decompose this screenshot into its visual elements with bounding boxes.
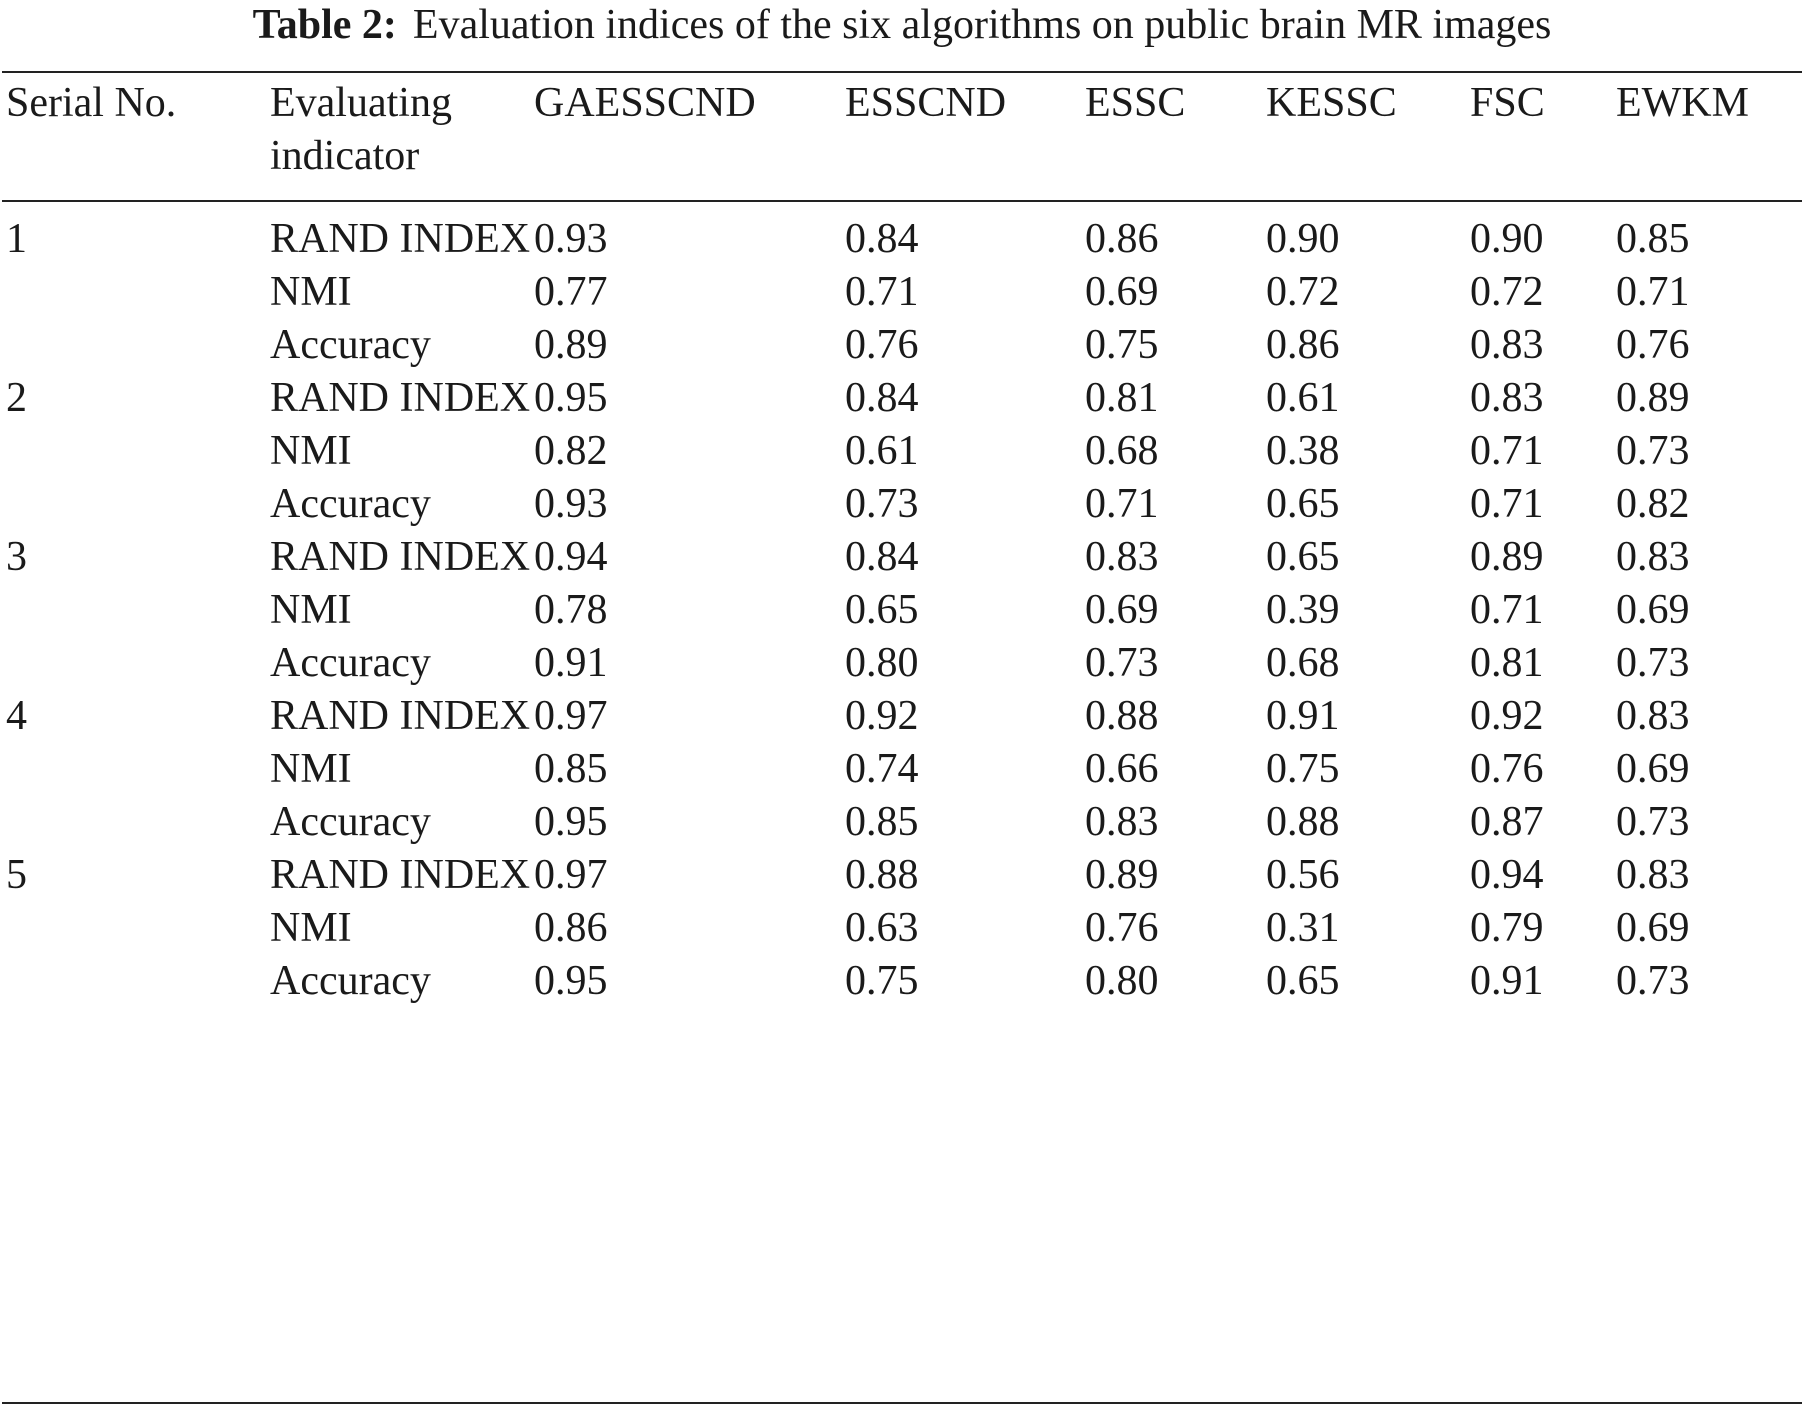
table-caption-label: Table 2: [252, 2, 397, 48]
header-spacer-row [6, 201, 1796, 213]
value-cell-ewkm: 0.73 [1616, 640, 1690, 686]
serial-no-cell [6, 266, 270, 319]
table-row [6, 955, 1796, 1008]
indicator-cell: NMI [270, 428, 352, 474]
value-cell-kessc: 0.91 [1266, 693, 1340, 739]
value-cell-kessc: 0.68 [1266, 640, 1340, 686]
value-cell-gaesscnd: 0.93 [534, 481, 608, 527]
value-cell-gaesscnd: 0.93 [534, 216, 608, 262]
value-cell-gaesscnd: 0.94 [534, 534, 608, 580]
header-algorithm-kessc: KESSC [1266, 80, 1397, 126]
value-cell-essc: 0.81 [1085, 375, 1159, 421]
value-cell-fsc: 0.91 [1470, 958, 1544, 1004]
header-algorithm-gaesscnd: GAESSCND [534, 80, 756, 126]
value-cell-fsc: 0.79 [1470, 905, 1544, 951]
table-row [6, 266, 1796, 319]
indicator-cell: NMI [270, 746, 352, 792]
value-cell-gaesscnd: 0.78 [534, 587, 608, 633]
value-cell-fsc: 0.71 [1470, 481, 1544, 527]
serial-no-cell [6, 955, 270, 1008]
value-cell-ewkm: 0.83 [1616, 693, 1690, 739]
value-cell-kessc: 0.56 [1266, 852, 1340, 898]
value-cell-essc: 0.69 [1085, 587, 1159, 633]
value-cell-kessc: 0.65 [1266, 534, 1340, 580]
table-row [6, 849, 1796, 902]
serial-no-cell [6, 902, 270, 955]
indicator-cell: Accuracy [270, 322, 431, 368]
value-cell-kessc: 0.88 [1266, 799, 1340, 845]
value-cell-fsc: 0.71 [1470, 587, 1544, 633]
serial-no-cell [6, 319, 270, 372]
value-cell-esscnd: 0.74 [845, 746, 919, 792]
value-cell-kessc: 0.72 [1266, 269, 1340, 315]
header-algorithm-ewkm: EWKM [1616, 80, 1749, 126]
value-cell-essc: 0.86 [1085, 216, 1159, 262]
value-cell-ewkm: 0.71 [1616, 269, 1690, 315]
table-caption [0, 2, 1804, 48]
serial-no-cell: 2 [6, 375, 27, 421]
value-cell-gaesscnd: 0.85 [534, 746, 608, 792]
value-cell-fsc: 0.89 [1470, 534, 1544, 580]
value-cell-fsc: 0.83 [1470, 322, 1544, 368]
value-cell-kessc: 0.61 [1266, 375, 1340, 421]
header-algorithm-fsc: FSC [1470, 80, 1545, 126]
value-cell-esscnd: 0.71 [845, 269, 919, 315]
value-cell-essc: 0.73 [1085, 640, 1159, 686]
serial-no-cell: 4 [6, 693, 27, 739]
indicator-cell: NMI [270, 269, 352, 315]
value-cell-essc: 0.66 [1085, 746, 1159, 792]
value-cell-esscnd: 0.85 [845, 799, 919, 845]
value-cell-ewkm: 0.69 [1616, 905, 1690, 951]
value-cell-ewkm: 0.76 [1616, 322, 1690, 368]
value-cell-essc: 0.68 [1085, 428, 1159, 474]
value-cell-ewkm: 0.83 [1616, 534, 1690, 580]
value-cell-kessc: 0.90 [1266, 216, 1340, 262]
table-row [6, 531, 1796, 584]
value-cell-essc: 0.69 [1085, 269, 1159, 315]
table-row [6, 213, 1796, 266]
serial-no-cell [6, 584, 270, 637]
table-bottom-rule [2, 1402, 1802, 1404]
indicator-cell: Accuracy [270, 958, 431, 1004]
serial-no-cell: 3 [6, 534, 27, 580]
header-row [6, 77, 1796, 201]
value-cell-gaesscnd: 0.77 [534, 269, 608, 315]
value-cell-gaesscnd: 0.95 [534, 799, 608, 845]
value-cell-esscnd: 0.63 [845, 905, 919, 951]
value-cell-fsc: 0.72 [1470, 269, 1544, 315]
value-cell-esscnd: 0.80 [845, 640, 919, 686]
value-cell-essc: 0.76 [1085, 905, 1159, 951]
value-cell-esscnd: 0.92 [845, 693, 919, 739]
indicator-cell: RAND INDEX [270, 216, 531, 262]
value-cell-gaesscnd: 0.91 [534, 640, 608, 686]
serial-no-cell [6, 796, 270, 849]
indicator-cell: Accuracy [270, 799, 431, 845]
value-cell-fsc: 0.71 [1470, 428, 1544, 474]
value-cell-gaesscnd: 0.95 [534, 375, 608, 421]
value-cell-ewkm: 0.73 [1616, 428, 1690, 474]
value-cell-gaesscnd: 0.97 [534, 693, 608, 739]
table-body [6, 201, 1796, 1008]
value-cell-gaesscnd: 0.97 [534, 852, 608, 898]
indicator-cell: RAND INDEX [270, 375, 531, 421]
serial-no-cell [6, 637, 270, 690]
value-cell-fsc: 0.94 [1470, 852, 1544, 898]
header-algorithm-esscnd: ESSCND [845, 80, 1007, 126]
indicator-cell: NMI [270, 905, 352, 951]
table-row [6, 372, 1796, 425]
header-algorithm-essc: ESSC [1085, 80, 1186, 126]
serial-no-cell [6, 478, 270, 531]
value-cell-ewkm: 0.85 [1616, 216, 1690, 262]
value-cell-essc: 0.71 [1085, 481, 1159, 527]
value-cell-ewkm: 0.69 [1616, 587, 1690, 633]
indicator-cell: Accuracy [270, 481, 431, 527]
value-cell-fsc: 0.76 [1470, 746, 1544, 792]
value-cell-kessc: 0.31 [1266, 905, 1340, 951]
value-cell-fsc: 0.87 [1470, 799, 1544, 845]
value-cell-fsc: 0.81 [1470, 640, 1544, 686]
table-row [6, 584, 1796, 637]
value-cell-ewkm: 0.89 [1616, 375, 1690, 421]
indicator-cell: RAND INDEX [270, 693, 531, 739]
header-evaluating-indicator: Evaluating indicator [270, 80, 452, 179]
serial-no-cell: 1 [6, 216, 27, 262]
value-cell-fsc: 0.90 [1470, 216, 1544, 262]
value-cell-essc: 0.83 [1085, 534, 1159, 580]
value-cell-esscnd: 0.65 [845, 587, 919, 633]
value-cell-essc: 0.88 [1085, 693, 1159, 739]
value-cell-ewkm: 0.69 [1616, 746, 1690, 792]
value-cell-esscnd: 0.75 [845, 958, 919, 1004]
indicator-cell: RAND INDEX [270, 534, 531, 580]
value-cell-kessc: 0.65 [1266, 481, 1340, 527]
table-row [6, 902, 1796, 955]
value-cell-ewkm: 0.73 [1616, 799, 1690, 845]
table-row [6, 796, 1796, 849]
table-top-rule [2, 71, 1802, 73]
value-cell-kessc: 0.65 [1266, 958, 1340, 1004]
value-cell-gaesscnd: 0.82 [534, 428, 608, 474]
indicator-cell: NMI [270, 587, 352, 633]
table-row [6, 319, 1796, 372]
value-cell-essc: 0.75 [1085, 322, 1159, 368]
table-header [6, 77, 1796, 201]
value-cell-kessc: 0.39 [1266, 587, 1340, 633]
value-cell-fsc: 0.92 [1470, 693, 1544, 739]
table-row [6, 637, 1796, 690]
value-cell-essc: 0.89 [1085, 852, 1159, 898]
value-cell-esscnd: 0.88 [845, 852, 919, 898]
value-cell-gaesscnd: 0.86 [534, 905, 608, 951]
value-cell-esscnd: 0.84 [845, 534, 919, 580]
value-cell-gaesscnd: 0.89 [534, 322, 608, 368]
value-cell-kessc: 0.86 [1266, 322, 1340, 368]
value-cell-esscnd: 0.84 [845, 375, 919, 421]
value-cell-essc: 0.80 [1085, 958, 1159, 1004]
value-cell-ewkm: 0.82 [1616, 481, 1690, 527]
evaluation-table [6, 77, 1796, 1008]
serial-no-cell [6, 425, 270, 478]
serial-no-cell [6, 743, 270, 796]
value-cell-ewkm: 0.73 [1616, 958, 1690, 1004]
indicator-cell: Accuracy [270, 640, 431, 686]
value-cell-gaesscnd: 0.95 [534, 958, 608, 1004]
value-cell-essc: 0.83 [1085, 799, 1159, 845]
header-serial-no: Serial No. [6, 80, 177, 126]
serial-no-cell: 5 [6, 852, 27, 898]
table-row [6, 425, 1796, 478]
indicator-cell: RAND INDEX [270, 852, 531, 898]
header-spacer-cell [6, 201, 1796, 213]
table-row [6, 478, 1796, 531]
value-cell-kessc: 0.38 [1266, 428, 1340, 474]
table-caption-text: Evaluation indices of the six algorithms on public brain MR images [412, 2, 1552, 48]
value-cell-kessc: 0.75 [1266, 746, 1340, 792]
value-cell-fsc: 0.83 [1470, 375, 1544, 421]
value-cell-esscnd: 0.61 [845, 428, 919, 474]
value-cell-esscnd: 0.76 [845, 322, 919, 368]
table-row [6, 743, 1796, 796]
value-cell-ewkm: 0.83 [1616, 852, 1690, 898]
value-cell-esscnd: 0.73 [845, 481, 919, 527]
value-cell-esscnd: 0.84 [845, 216, 919, 262]
table-row [6, 690, 1796, 743]
